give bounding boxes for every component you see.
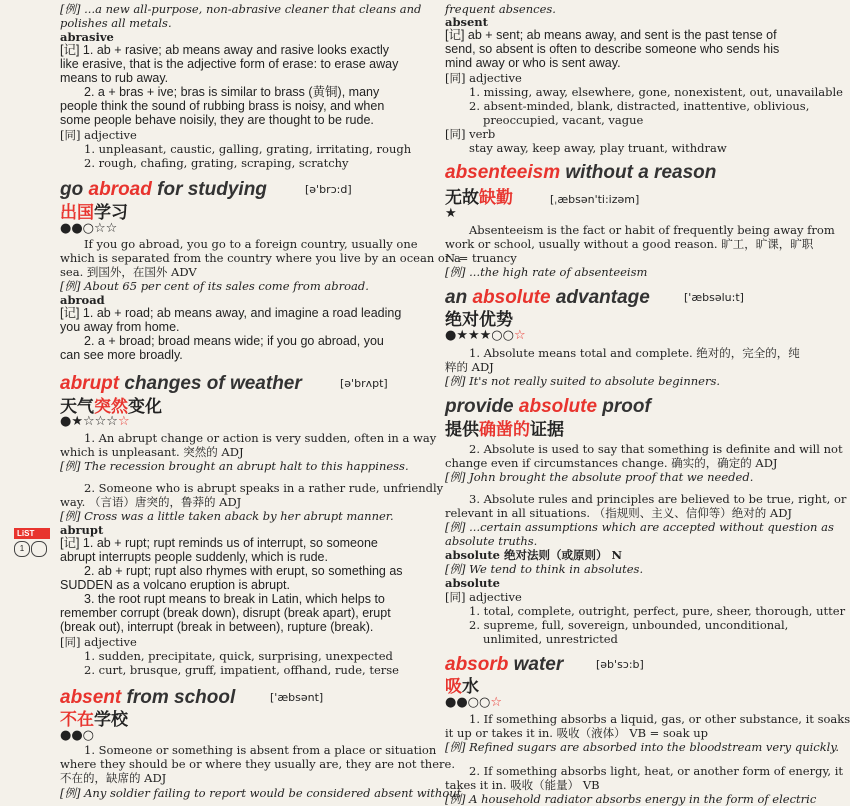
text-line: 2. Absolute is used to say that something is definite and will not [469,442,843,456]
chinese-heading [60,203,128,223]
pronunciation: [ˌæbsən'ti:izəm] [550,193,640,206]
text-line: change even if circumstances change. 确实的，确定的 ADJ [445,456,778,470]
rating-marks: ●★★★○○ [445,328,514,343]
text-line: abrasive [60,30,114,44]
chinese-prefix: 提供 [445,420,479,440]
frequency-rating [60,729,94,743]
text-line: remember corrupt (break down), disrupt (break apart), erupt [60,606,391,620]
phrase-heading [60,179,267,201]
text-line: abroad [60,293,105,307]
phrase-heading [60,687,235,709]
text-line: 1. sudden, precipitate, quick, surprising, unexpected [84,649,393,663]
chinese-suffix: 证据 [530,420,564,440]
text-line: means to rub away. [60,71,169,85]
rating-marks: ●●○ [60,728,95,743]
heading-keyword: abrupt [60,373,120,394]
phrase-heading [445,396,651,418]
heading-suffix: proof [597,396,651,417]
text-line: 2. Someone who is abrupt speaks in a rather rude, unfriendly [84,481,444,495]
chinese-keyword: 不在 [60,710,94,730]
text-line: [例] A household radiator absorbs energy in the form of electric [445,792,817,806]
text-line: work or school, usually without a good reason. 旷工，旷课，旷职 [445,237,814,251]
text-line: which is separated from the country where you live by an ocean or a [60,251,461,265]
chinese-keyword: 缺勤 [479,188,513,208]
text-line: [例] About 65 per cent of its sales come from abroad. [60,279,369,293]
text-line: [同] adjective [445,71,522,85]
text-line: If you go abroad, you go to a foreign country, usually one [84,237,418,251]
text-line: absolute 绝对法则（或原则） N [445,548,623,562]
list-box-number: 1 [14,541,30,557]
rating-mark-red: ☆ [514,328,526,343]
text-line: send, so absent is often to describe someone who sends his [445,42,780,56]
text-line: [例] ...the high rate of absenteeism [445,265,648,279]
text-line: mind away or who is sent away. [445,56,621,70]
chinese-heading [445,420,564,440]
text-line: like erasive, that is the adjective form of erase: to erase away [60,57,399,71]
chinese-keyword: 突然 [94,397,128,417]
chinese-suffix: 学习 [94,203,128,223]
text-line: [例] John brought the absolute proof that we needed. [445,470,754,484]
text-line: N = truancy [445,251,517,265]
text-line: (break out), interrupt (break in between), rupture (break). [60,620,374,634]
text-line: can see more broadly. [60,348,183,362]
rating-marks: ●●○☆☆ [60,221,118,236]
text-line: 2. curt, brusque, gruff, impatient, offhand, rude, terse [84,663,399,677]
phrase-heading [445,162,716,184]
chinese-suffix: 水 [462,677,479,697]
text-line: you away from home. [60,320,180,334]
frequency-rating [445,207,457,221]
chinese-prefix: 绝对 [445,310,479,330]
chinese-prefix: 无故 [445,188,479,208]
text-line: [例] It's not really suited to absolute beginners. [445,374,721,388]
text-line: [例] ...a new all-purpose, non-abrasive cleaner that cleans and [60,2,422,16]
text-line: [例] Refined sugars are absorbed into the bloodstream very quickly. [445,740,839,754]
rating-marks: ●★☆☆☆ [60,414,118,429]
text-line: takes it in. 吸收（能量） VB [445,778,600,792]
text-line: 3. Absolute rules and principles are believed to be true, right, or [469,492,847,506]
text-line: 1. Someone or something is absent from a place or situation [84,743,437,757]
text-line: 2. a + bras + ive; bras is similar to brass (黄铜), many [84,85,380,99]
text-line: frequent absences. [445,2,556,16]
heading-keyword: absolute [472,287,551,308]
text-line: SUDDEN as a volcano eruption is abrupt. [60,578,290,592]
text-line: relevant in all situations. （指规则、主义、信仰等）绝对的 ADJ [445,506,793,520]
rating-mark-red: ☆ [117,414,130,429]
text-line: [同] verb [445,127,496,141]
frequency-rating [445,329,526,343]
pronunciation: ['æbsəlu:t] [684,291,744,304]
text-line: way. （言语）唐突的，鲁莽的 ADJ [60,495,242,509]
heading-suffix: advantage [550,287,650,308]
text-line: some people behave noisily, they are thought to be rude. [60,113,374,127]
heading-keyword: absenteeism [445,162,561,183]
text-line: 2. a + broad; broad means wide; if you go abroad, you [84,334,384,348]
text-line: unlimited, unrestricted [483,632,618,646]
text-line: absolute [445,576,500,590]
rating-mark-red: ☆ [490,695,503,710]
text-line: [例] ...certain assumptions which are accepted without question as [445,520,834,534]
chinese-suffix: 优势 [479,310,513,330]
text-line: 不在的，缺席的 ADJ [60,771,167,785]
text-line: Absenteeism is the fact or habit of frequently being away from [469,223,835,237]
heading-suffix: from school [121,687,236,708]
heading-keyword: absorb [445,654,509,675]
text-line: where they should be or where they usually are, they are not there. [60,757,455,771]
text-line: 2. If something absorbs light, heat, or another form of energy, it [469,764,844,778]
phrase-heading [60,373,302,395]
heading-keyword: absolute [518,396,598,417]
chinese-suffix: 变化 [128,397,162,417]
text-line: polishes all metals. [60,16,172,30]
text-line: which is unpleasant. 突然的 ADJ [60,445,244,459]
text-line: [记] 1. ab + rupt; rupt reminds us of interrupt, so someone [60,536,378,550]
chinese-heading [445,188,513,208]
text-line: absent [445,15,488,29]
frequency-rating [445,696,502,710]
rating-marks: ★ [445,206,457,221]
text-line: 1. Absolute means total and complete. 绝对的，完全的，纯 [469,346,800,360]
text-line: 2. absent-minded, blank, distracted, inattentive, oblivious, [469,99,810,113]
chinese-heading [445,677,479,697]
text-line: sea. 到国外，在国外 ADV [60,265,197,279]
text-line: [记] 1. ab + rasive; ab means away and rasive looks exactly [60,43,389,57]
text-line: absolute truths. [445,534,538,548]
heading-prefix: an [445,287,473,308]
text-line: [例] We tend to think in absolutes. [445,562,644,576]
phrase-heading [445,654,563,676]
text-line: 2. ab + rupt; rupt also rhymes with erupt, so something as [84,564,403,578]
text-line: [例] Cross was a little taken aback by her abrupt manner. [60,509,394,523]
text-line: [记] 1. ab + road; ab means away, and imagine a road leading [60,306,402,320]
pronunciation: [əb'sɔ:b] [596,658,644,671]
list-tag: LiST [14,528,50,539]
text-line: 粹的 ADJ [445,360,494,374]
heading-keyword: absent [60,687,122,708]
text-line: it up or takes it in. 吸收（液体） VB = soak up [445,726,709,740]
right-column [426,0,850,806]
phrase-heading [445,287,650,309]
text-line: 1. If something absorbs a liquid, gas, or other substance, it soaks [469,712,850,726]
text-line: 2. rough, chafing, grating, scraping, scratchy [84,156,349,170]
chinese-heading [445,310,513,330]
pronunciation: [ə'brʌpt] [340,377,388,390]
text-line: people think the sound of rubbing brass is noisy, and when [60,99,385,113]
text-line: [记] ab + sent; ab means away, and sent is the past tense of [445,28,777,42]
rating-marks: ●●○○ [445,695,491,710]
chinese-keyword: 确凿的 [479,420,530,440]
text-line: abrupt [60,523,104,537]
text-line: [例] Any soldier failing to report would be considered absent without [60,786,462,800]
chinese-suffix: 学校 [94,710,128,730]
chinese-prefix: 天气 [60,397,94,417]
text-line: 1. unpleasant, caustic, galling, grating, irritating, rough [84,142,412,156]
heading-suffix: without a reason [560,162,717,183]
heading-suffix: for studying [151,179,267,200]
text-line: 1. total, complete, outright, perfect, pure, sheer, thorough, utter [469,604,846,618]
text-line: [同] adjective [445,590,522,604]
text-line: abrupt interrupts people suddenly, which is rude. [60,550,328,564]
text-line: [同] adjective [60,635,137,649]
text-line: stay away, keep away, play truant, withdraw [469,141,727,155]
heading-suffix: water [508,654,564,675]
text-line: 2. supreme, full, sovereign, unbounded, unconditional, [469,618,789,632]
heading-prefix: go [60,179,89,200]
text-line: [例] The recession brought an abrupt halt to this happiness. [60,459,409,473]
frequency-rating [60,415,130,429]
chinese-keyword: 出国 [60,203,94,223]
chinese-heading [60,710,128,730]
text-line: [同] adjective [60,128,137,142]
text-line: 1. missing, away, elsewhere, gone, nonexistent, out, unavailable [469,85,843,99]
text-line: 1. An abrupt change or action is very sudden, often in a way [84,431,437,445]
text-line: preoccupied, vacant, vague [483,113,644,127]
heading-suffix: changes of weather [119,373,302,394]
frequency-rating [60,222,117,236]
pronunciation: [ə'brɔ:d] [305,183,352,196]
chinese-keyword: 吸 [445,677,462,697]
heading-prefix: provide [445,396,519,417]
pronunciation: ['æbsənt] [270,691,324,704]
heading-keyword: abroad [88,179,152,200]
text-line: 3. the root rupt means to break in Latin, which helps to [84,592,385,606]
